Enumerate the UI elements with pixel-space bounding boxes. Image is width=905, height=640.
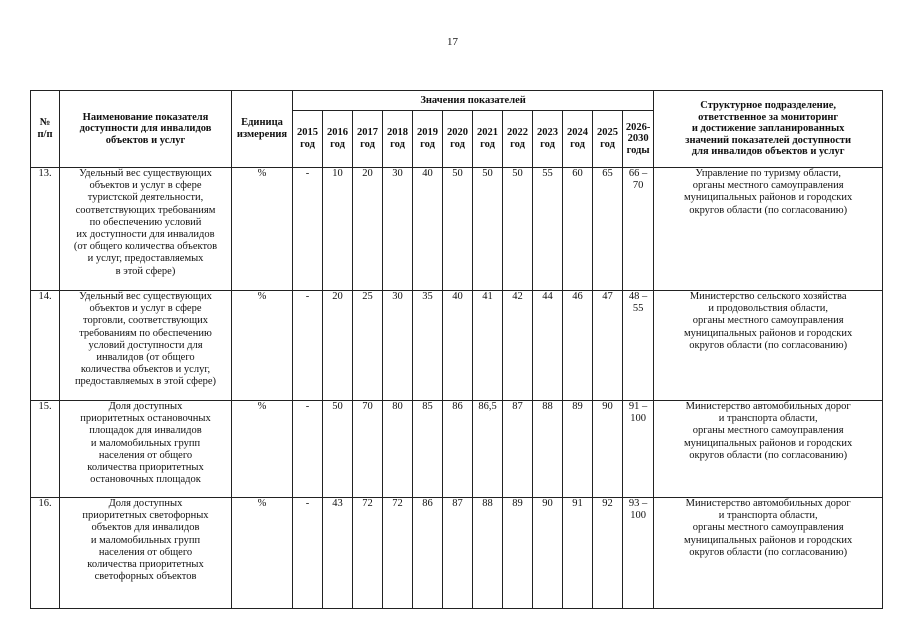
value-cell: 91	[563, 498, 593, 609]
value-cell: 50	[473, 168, 503, 291]
value-cell: 50	[503, 168, 533, 291]
value-cell: 65	[593, 168, 623, 291]
value-cell: 50	[443, 168, 473, 291]
value-cell: 20	[353, 168, 383, 291]
value-cell: 88	[533, 401, 563, 498]
value-cell: 87	[443, 498, 473, 609]
value-cell: 43	[323, 498, 353, 609]
value-cell: 72	[353, 498, 383, 609]
value-cell: 10	[323, 168, 353, 291]
header-year: 2025 год	[593, 111, 623, 168]
value-cell: 46	[563, 291, 593, 401]
header-year: 2018 год	[383, 111, 413, 168]
header-responsible: Структурное подразделение, ответственное за мониторинг и достижение запланированных значений показателей доступности для инвалидов объектов и услуг	[654, 91, 883, 168]
value-cell: 35	[413, 291, 443, 401]
unit-cell: %	[232, 498, 293, 609]
value-cell: 89	[563, 401, 593, 498]
header-year: 2016 год	[323, 111, 353, 168]
value-cell: 72	[383, 498, 413, 609]
header-year: 2021 год	[473, 111, 503, 168]
header-year: 2020 год	[443, 111, 473, 168]
row-number: 16.	[31, 498, 60, 609]
value-cell: 87	[503, 401, 533, 498]
value-cell: 89	[503, 498, 533, 609]
value-cell: -	[293, 291, 323, 401]
table-row	[31, 401, 883, 498]
value-cell: 60	[563, 168, 593, 291]
responsible-cell: Министерство автомобильных дорог и транспорта области, органы местного самоуправления муниципальных районов и городских округов области (по согласованию)	[654, 401, 883, 498]
value-cell: 93 – 100	[623, 498, 654, 609]
header-values-title: Значения показателей	[293, 91, 654, 111]
value-cell: 90	[593, 401, 623, 498]
value-cell: 86	[443, 401, 473, 498]
value-cell: 40	[443, 291, 473, 401]
responsible-cell: Министерство автомобильных дорог и транспорта области, органы местного самоуправления муниципальных районов и городских округов области (по согласованию)	[654, 498, 883, 609]
page-number: 17	[447, 36, 458, 48]
value-cell: 66 – 70	[623, 168, 654, 291]
value-cell: 42	[503, 291, 533, 401]
responsible-cell: Управление по туризму области, органы местного самоуправления муниципальных районов и городских округов области (по согласованию)	[654, 168, 883, 291]
value-cell: 25	[353, 291, 383, 401]
header-name: Наименование показателя доступности для инвалидов объектов и услуг	[60, 91, 232, 168]
value-cell: 90	[533, 498, 563, 609]
value-cell: 47	[593, 291, 623, 401]
row-number: 14.	[31, 291, 60, 401]
value-cell: 41	[473, 291, 503, 401]
unit-cell: %	[232, 168, 293, 291]
value-cell: 50	[323, 401, 353, 498]
value-cell: 80	[383, 401, 413, 498]
value-cell: -	[293, 168, 323, 291]
value-cell: 40	[413, 168, 443, 291]
header-year: 2022 год	[503, 111, 533, 168]
value-cell: 55	[533, 168, 563, 291]
indicator-name: Удельный вес существующих объектов и услуг в сфере туристской деятельности, соответствующих требованиям по обеспечению условий их доступности для инвалидов (от общего количества объектов и услуг, предоставляемых в этой сфере)	[60, 168, 232, 291]
header-unit: Единица измерения	[232, 91, 293, 168]
row-number: 13.	[31, 168, 60, 291]
indicators-table	[30, 90, 883, 609]
value-cell: 86	[413, 498, 443, 609]
value-cell: 48 – 55	[623, 291, 654, 401]
value-cell: 88	[473, 498, 503, 609]
header-year: 2017 год	[353, 111, 383, 168]
value-cell: -	[293, 401, 323, 498]
table-row	[31, 168, 883, 291]
table-row	[31, 291, 883, 401]
value-cell: -	[293, 498, 323, 609]
indicator-name: Удельный вес существующих объектов и услуг в сфере торговли, соответствующих требованиям по обеспечению условий доступности для инвалидов (от общего количества объектов и услуг, предоставляемых в этой сфере)	[60, 291, 232, 401]
header-year: 2024 год	[563, 111, 593, 168]
header-row-top	[31, 91, 883, 111]
header-year: 2015 год	[293, 111, 323, 168]
header-num: № п/п	[31, 91, 60, 168]
indicator-name: Доля доступных приоритетных светофорных объектов для инвалидов и маломобильных групп населения от общего количества приоритетных светофорных объектов	[60, 498, 232, 609]
value-cell: 30	[383, 168, 413, 291]
header-year: 2023 год	[533, 111, 563, 168]
value-cell: 20	[323, 291, 353, 401]
value-cell: 70	[353, 401, 383, 498]
header-year: 2019 год	[413, 111, 443, 168]
row-number: 15.	[31, 401, 60, 498]
value-cell: 30	[383, 291, 413, 401]
value-cell: 92	[593, 498, 623, 609]
table-row	[31, 498, 883, 609]
value-cell: 44	[533, 291, 563, 401]
header-year: 2026- 2030 годы	[623, 111, 654, 168]
unit-cell: %	[232, 291, 293, 401]
value-cell: 85	[413, 401, 443, 498]
unit-cell: %	[232, 401, 293, 498]
responsible-cell: Министерство сельского хозяйства и продовольствия области, органы местного самоуправления муниципальных районов и городских округов области (по согласованию)	[654, 291, 883, 401]
indicator-name: Доля доступных приоритетных остановочных площадок для инвалидов и маломобильных групп населения от общего количества приоритетных остановочных площадок	[60, 401, 232, 498]
value-cell: 91 – 100	[623, 401, 654, 498]
value-cell: 86,5	[473, 401, 503, 498]
